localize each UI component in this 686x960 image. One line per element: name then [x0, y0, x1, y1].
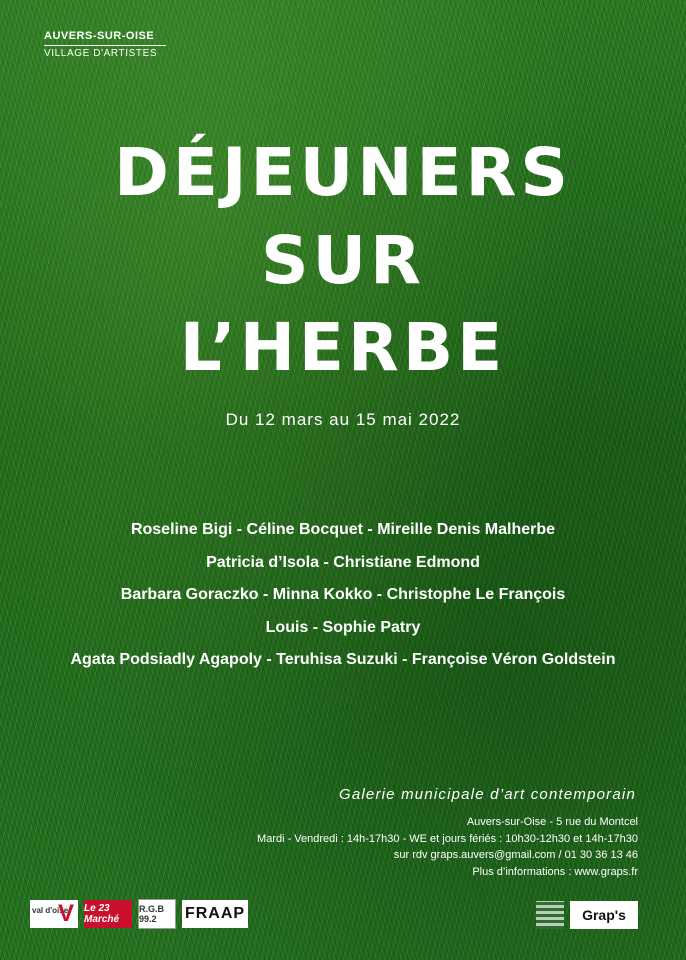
artists-line: Patricia d’Isola - Christiane Edmond	[206, 553, 480, 571]
sponsor-logos	[30, 899, 248, 929]
brand-tagline: VILLAGE D'ARTISTES	[44, 48, 158, 59]
rgb-radio-logo: R.G.B 99.2	[138, 899, 176, 929]
title-line-2: SUR	[261, 222, 425, 299]
fraap-logo: FRAAP	[182, 900, 248, 928]
artists-line: Barbara Goraczko - Minna Kokko - Christophe Le François	[120, 586, 566, 603]
artists-line: Agata Podsiadly Agapoly - Teruhisa Suzuki - Françoise Véron Goldstein	[70, 651, 616, 668]
qr-code-icon	[536, 901, 564, 929]
address: Auvers-sur-Oise - 5 rue du Montcel	[466, 816, 638, 828]
brand-town: AUVERS-SUR-OISE	[44, 30, 155, 42]
exhibition-dates: Du 12 mars au 15 mai 2022	[225, 410, 461, 429]
val-doise-logo-mark: V	[57, 900, 74, 927]
graps-logo: Grap's	[570, 901, 638, 929]
artists-line: Roseline Bigi - Céline Bocquet - Mireille Denis Malherbe	[130, 521, 556, 538]
le-23-marche-logo: Le 23 Marché	[84, 900, 132, 928]
brand-block	[44, 30, 166, 59]
val-doise-logo	[30, 900, 78, 928]
brand-divider	[44, 45, 166, 46]
contact: sur rdv graps.auvers@gmail.com / 01 30 36 13 46	[393, 849, 638, 861]
organizer-logos	[536, 901, 638, 929]
gallery-name: Galerie municipale d’art contemporain	[338, 786, 636, 803]
opening-hours: Mardi - Vendredi : 14h-17h30 - WE et jours fériés : 10h30-12h30 et 14h-17h30	[257, 832, 638, 845]
title-line-3: L’HERBE	[179, 309, 507, 386]
val-doise-logo-text: val d'oise	[32, 906, 69, 915]
title-line-1: DÉJEUNERS	[114, 134, 572, 211]
practical-info	[257, 814, 638, 880]
artists-line: Louis - Sophie Patry	[265, 618, 421, 636]
website: Plus d’informations : www.graps.fr	[472, 865, 638, 878]
artists-list	[0, 516, 686, 679]
